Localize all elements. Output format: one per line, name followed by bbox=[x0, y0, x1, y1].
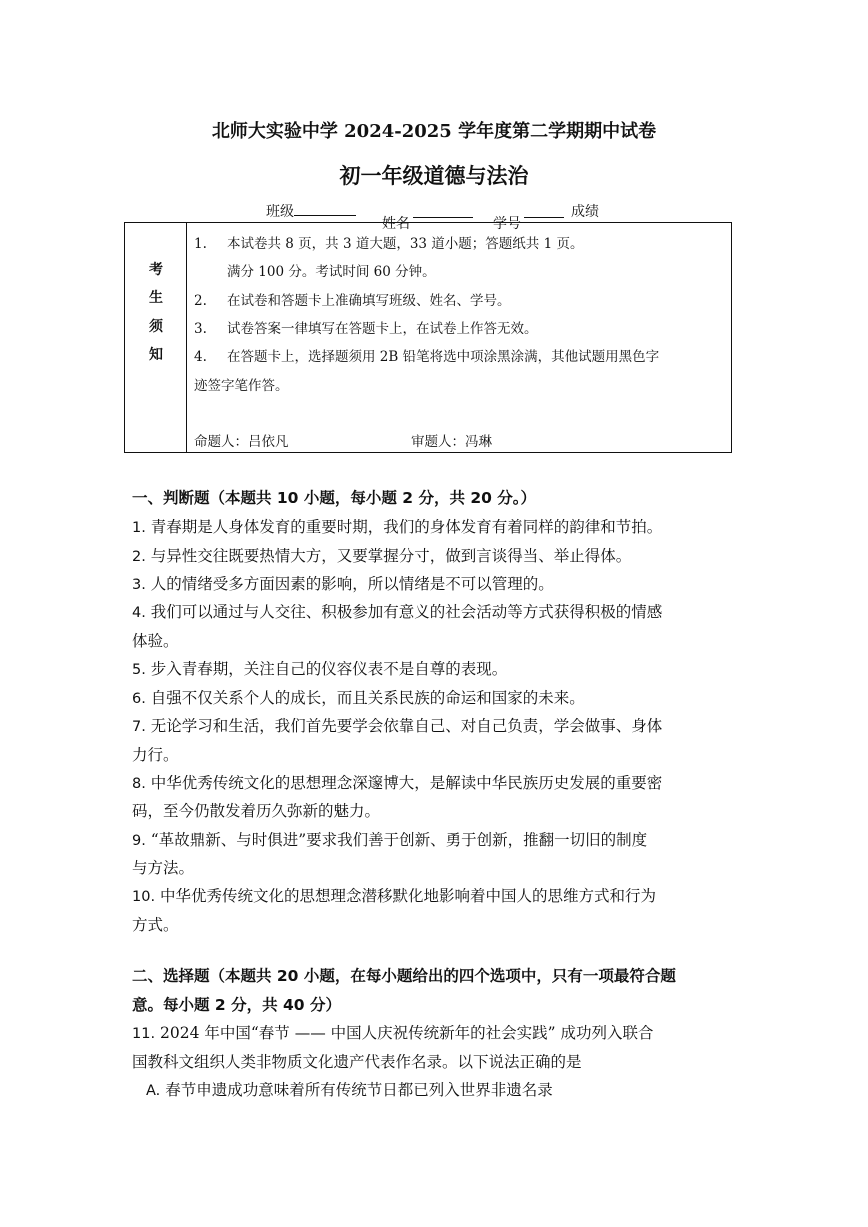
question-line: 体验。 bbox=[132, 632, 179, 650]
question-line: 7. 无论学习和生活，我们首先要学会依靠自己、对自己负责，学会做事、身体 bbox=[132, 717, 663, 735]
class-label: 班级 bbox=[266, 204, 294, 220]
section-1-heading: 一、判断题（本题共 10 小题，每小题 2 分，共 20 分。） bbox=[132, 489, 537, 507]
score-field bbox=[571, 201, 599, 221]
class-blank[interactable] bbox=[294, 201, 356, 216]
notice-item: 3. 试卷答案一律填写在答题卡上，在试卷上作答无效。 bbox=[194, 321, 538, 337]
id-blank[interactable] bbox=[524, 203, 564, 218]
question-line: 方式。 bbox=[132, 916, 179, 934]
exam-notice-box bbox=[124, 222, 732, 453]
section-2-heading: 二、选择题（本题共 20 小题，在每小题给出的四个选项中，只有一项最符合题 bbox=[132, 967, 676, 985]
exam-title: 北师大实验中学 2024-2025 学年度第二学期期中试卷 bbox=[211, 121, 657, 142]
question-line: 4. 我们可以通过与人交往、积极参加有意义的社会活动等方式获得积极的情感 bbox=[132, 603, 663, 621]
class-field bbox=[266, 201, 356, 221]
section-2-heading-cont: 意。每小题 2 分，共 40 分） bbox=[132, 996, 341, 1014]
question-line: 与方法。 bbox=[132, 859, 195, 877]
notice-item: 2. 在试卷和答题卡上准确填写班级、姓名、学号。 bbox=[194, 293, 511, 309]
question-line: 码，至今仍散发着历久弥新的魅力。 bbox=[132, 802, 381, 820]
question-line: 8. 中华优秀传统文化的思想理念深邃博大，是解读中华民族历史发展的重要密 bbox=[132, 774, 663, 792]
notice-item: 满分 100 分。考试时间 60 分钟。 bbox=[227, 264, 436, 280]
notice-author: 命题人：吕依凡 bbox=[194, 434, 289, 450]
notice-label-cell bbox=[125, 223, 187, 452]
question-line: 2. 与异性交往既要热情大方，又要掌握分寸，做到言谈得当、举止得体。 bbox=[132, 547, 632, 565]
question-line: 国教科文组织人类非物质文化遗产代表作名录。以下说法正确的是 bbox=[132, 1053, 582, 1071]
name-label: 姓名 bbox=[382, 216, 410, 232]
question-line: 1. 青春期是人身体发育的重要时期，我们的身体发育有着同样的韵律和节拍。 bbox=[132, 518, 663, 536]
question-line: 5. 步入青春期，关注自己的仪容仪表不是自尊的表现。 bbox=[132, 660, 508, 678]
notice-label-char: 生 bbox=[149, 290, 163, 306]
question-line: 6. 自强不仅关系个人的成长，而且关系民族的命运和国家的未来。 bbox=[132, 689, 585, 707]
notice-label-char: 考 bbox=[149, 262, 163, 278]
id-label: 学号 bbox=[493, 216, 521, 232]
question-line: 11. 2024 年中国“春节 —— 中国人庆祝传统新年的社会实践” 成功列入联合 bbox=[132, 1024, 654, 1042]
notice-label-char: 知 bbox=[149, 347, 163, 363]
notice-item: 1. 本试卷共 8 页，共 3 道大题，33 道小题；答题纸共 1 页。 bbox=[194, 236, 584, 252]
question-line: 3. 人的情绪受多方面因素的影响，所以情绪是不可以管理的。 bbox=[132, 575, 554, 593]
question-line: 9. “革故鼎新、与时俱进”要求我们善于创新、勇于创新，推翻一切旧的制度 bbox=[132, 831, 648, 849]
notice-reviewer: 审题人：冯琳 bbox=[411, 434, 492, 450]
question-line: 力行。 bbox=[132, 746, 179, 764]
exam-subtitle: 初一年级道德与法治 bbox=[339, 163, 529, 188]
option-line: A. 春节申遗成功意味着所有传统节日都已列入世界非遗名录 bbox=[146, 1081, 553, 1099]
name-blank[interactable] bbox=[413, 203, 473, 218]
question-line: 10. 中华优秀传统文化的思想理念潜移默化地影响着中国人的思维方式和行为 bbox=[132, 887, 656, 905]
notice-item: 迹签字笔作答。 bbox=[194, 378, 289, 394]
notice-item: 4. 在答题卡上，选择题须用 2B 铅笔将选中项涂黑涂满，其他试题用黑色字 bbox=[194, 349, 660, 365]
notice-label-char: 须 bbox=[149, 319, 163, 335]
score-label: 成绩 bbox=[571, 204, 599, 220]
